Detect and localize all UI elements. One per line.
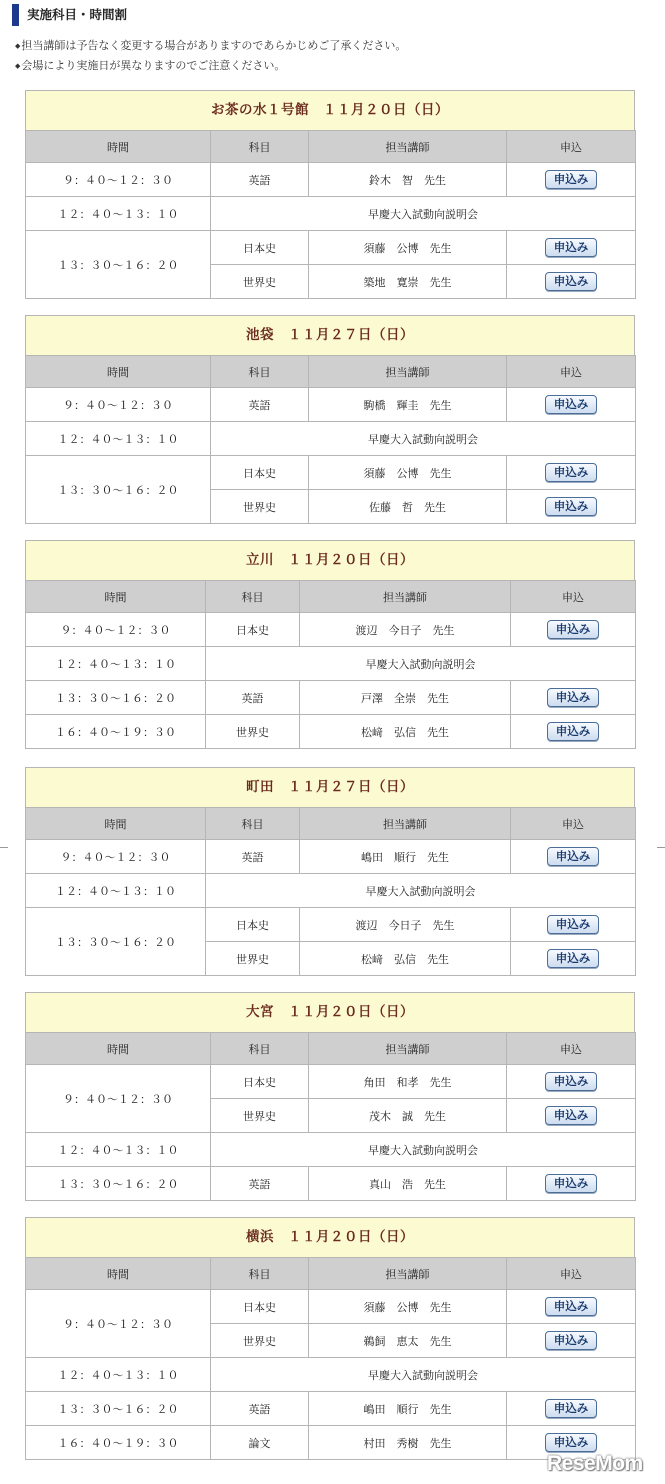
briefing-session-cell: 早慶大入試動向説明会 [211, 197, 636, 231]
subject-cell: 世界史 [206, 942, 300, 976]
col-header-teacher: 担当講師 [309, 1033, 507, 1065]
teacher-cell: 松﨑 弘信 先生 [300, 715, 511, 749]
teacher-cell: 松﨑 弘信 先生 [300, 942, 511, 976]
subject-cell: 英語 [211, 388, 309, 422]
table-row [26, 1426, 636, 1460]
time-cell: ９：４０〜１２：３０ [26, 388, 211, 422]
teacher-cell: 渡辺 今日子 先生 [300, 613, 511, 647]
venue-date-title: 立川 １１月２０日（日） [25, 540, 635, 580]
timetable [25, 130, 636, 299]
schedule-block [25, 1217, 635, 1460]
subject-cell: 世界史 [211, 265, 309, 299]
page-edge-mark-right [657, 847, 665, 848]
table-row [26, 456, 636, 490]
apply-button[interactable]: 申込み [545, 395, 597, 414]
venue-date-title: 町田 １１月２７日（日） [25, 767, 635, 807]
subject-cell: 英語 [206, 681, 300, 715]
col-header-time: 時間 [26, 1258, 211, 1290]
resemom-logo [547, 1452, 657, 1478]
venue-date-title: お茶の水１号館 １１月２０日（日） [25, 90, 635, 130]
subject-cell: 日本史 [211, 231, 309, 265]
apply-button[interactable]: 申込み [547, 915, 599, 934]
apply-button[interactable]: 申込み [545, 1433, 597, 1452]
col-header-apply: 申込 [507, 131, 636, 163]
schedule-block [25, 315, 635, 524]
time-cell: ９：４０〜１２：３０ [26, 1065, 211, 1133]
col-header-apply: 申込 [507, 356, 636, 388]
subject-cell: 日本史 [211, 456, 309, 490]
apply-cell [507, 1167, 636, 1201]
schedule-block [25, 540, 635, 749]
schedule-block [25, 992, 635, 1201]
col-header-teacher: 担当講師 [309, 131, 507, 163]
page-edge-mark-left [0, 847, 8, 848]
note-date-difference: ◆ 会場により実施日が異なりますのでご注意ください。 [15, 56, 406, 76]
teacher-cell: 戸澤 全崇 先生 [300, 681, 511, 715]
subject-cell: 英語 [211, 1392, 309, 1426]
time-cell: １３：３０〜１６：２０ [26, 456, 211, 524]
apply-cell [507, 1324, 636, 1358]
apply-cell [511, 681, 636, 715]
time-cell: ９：４０〜１２：３０ [26, 163, 211, 197]
col-header-apply: 申込 [507, 1258, 636, 1290]
apply-button[interactable]: 申込み [545, 1399, 597, 1418]
teacher-cell: 渡辺 今日子 先生 [300, 908, 511, 942]
apply-cell [507, 231, 636, 265]
col-header-apply: 申込 [511, 808, 636, 840]
teacher-cell: 茂木 誠 先生 [309, 1099, 507, 1133]
table-row [26, 1167, 636, 1201]
schedule-block [25, 90, 635, 299]
venue-date-title: 横浜 １１月２０日（日） [25, 1217, 635, 1257]
col-header-apply: 申込 [507, 1033, 636, 1065]
teacher-cell: 鵜飼 恵太 先生 [309, 1324, 507, 1358]
table-row [26, 1290, 636, 1324]
apply-cell [507, 163, 636, 197]
col-header-teacher: 担当講師 [309, 356, 507, 388]
subject-cell: 世界史 [211, 1324, 309, 1358]
table-row [26, 422, 636, 456]
apply-cell [507, 490, 636, 524]
table-row [26, 231, 636, 265]
subject-cell: 論文 [211, 1426, 309, 1460]
subject-cell: 世界史 [211, 490, 309, 524]
table-row [26, 1392, 636, 1426]
time-cell: １６：４０〜１９：３０ [26, 715, 206, 749]
header-row [26, 356, 636, 388]
teacher-cell: 築地 寛崇 先生 [309, 265, 507, 299]
subject-cell: 日本史 [206, 908, 300, 942]
page-title: 実施科目・時間割 [12, 4, 652, 26]
apply-button[interactable]: 申込み [545, 272, 597, 291]
apply-cell [507, 1099, 636, 1133]
apply-button[interactable]: 申込み [547, 620, 599, 639]
timetable [25, 807, 636, 976]
subject-cell: 英語 [206, 840, 300, 874]
teacher-cell: 村田 秀樹 先生 [309, 1426, 507, 1460]
teacher-cell: 嶋田 順行 先生 [300, 840, 511, 874]
time-cell: ９：４０〜１２：３０ [26, 613, 206, 647]
table-row [26, 874, 636, 908]
apply-cell [511, 840, 636, 874]
apply-button[interactable]: 申込み [547, 722, 599, 741]
time-cell: １２：４０〜１３：１０ [26, 874, 206, 908]
logo-text: ReseMom [547, 1452, 643, 1475]
teacher-cell: 真山 浩 先生 [309, 1167, 507, 1201]
table-row [26, 681, 636, 715]
time-cell: １２：４０〜１３：１０ [26, 197, 211, 231]
header-row [26, 581, 636, 613]
apply-button[interactable]: 申込み [545, 1106, 597, 1125]
col-header-time: 時間 [26, 581, 206, 613]
apply-cell [511, 908, 636, 942]
table-row [26, 163, 636, 197]
time-cell: １６：４０〜１９：３０ [26, 1426, 211, 1460]
col-header-time: 時間 [26, 131, 211, 163]
apply-cell [507, 1392, 636, 1426]
apply-cell [507, 1065, 636, 1099]
apply-cell [511, 715, 636, 749]
col-header-subject: 科目 [206, 581, 300, 613]
apply-cell [507, 388, 636, 422]
table-row [26, 613, 636, 647]
subject-cell: 世界史 [206, 715, 300, 749]
table-row [26, 840, 636, 874]
briefing-session-cell: 早慶大入試動向説明会 [206, 874, 636, 908]
subject-cell: 日本史 [211, 1065, 309, 1099]
header-row [26, 1258, 636, 1290]
time-cell: １３：３０〜１６：２０ [26, 231, 211, 299]
time-cell: ９：４０〜１２：３０ [26, 840, 206, 874]
teacher-cell: 須藤 公博 先生 [309, 231, 507, 265]
header-row [26, 131, 636, 163]
apply-button[interactable]: 申込み [547, 847, 599, 866]
col-header-time: 時間 [26, 808, 206, 840]
apply-cell [511, 613, 636, 647]
apply-button[interactable]: 申込み [545, 1174, 597, 1193]
col-header-subject: 科目 [211, 1033, 309, 1065]
apply-button[interactable]: 申込み [545, 1072, 597, 1091]
time-cell: ９：４０〜１２：３０ [26, 1290, 211, 1358]
table-row [26, 908, 636, 942]
header-row [26, 808, 636, 840]
timetable [25, 580, 636, 749]
venue-date-title: 大宮 １１月２０日（日） [25, 992, 635, 1032]
apply-button[interactable]: 申込み [547, 949, 599, 968]
apply-button[interactable]: 申込み [545, 463, 597, 482]
teacher-cell: 角田 和孝 先生 [309, 1065, 507, 1099]
table-row [26, 1133, 636, 1167]
subject-cell: 日本史 [206, 613, 300, 647]
teacher-cell: 佐藤 哲 先生 [309, 490, 507, 524]
table-row [26, 1358, 636, 1392]
subject-cell: 英語 [211, 163, 309, 197]
time-cell: １３：３０〜１６：２０ [26, 908, 206, 976]
col-header-subject: 科目 [206, 808, 300, 840]
apply-cell [511, 942, 636, 976]
col-header-time: 時間 [26, 356, 211, 388]
time-cell: １２：４０〜１３：１０ [26, 647, 206, 681]
time-cell: １３：３０〜１６：２０ [26, 681, 206, 715]
apply-cell [507, 265, 636, 299]
col-header-subject: 科目 [211, 131, 309, 163]
briefing-session-cell: 早慶大入試動向説明会 [211, 1133, 636, 1167]
header-row [26, 1033, 636, 1065]
col-header-subject: 科目 [211, 356, 309, 388]
apply-cell [507, 1290, 636, 1324]
time-cell: １３：３０〜１６：２０ [26, 1167, 211, 1201]
schedule-block [25, 767, 635, 976]
teacher-cell: 須藤 公博 先生 [309, 1290, 507, 1324]
briefing-session-cell: 早慶大入試動向説明会 [206, 647, 636, 681]
teacher-cell: 駒橋 輝圭 先生 [309, 388, 507, 422]
table-row [26, 647, 636, 681]
time-cell: １２：４０〜１３：１０ [26, 422, 211, 456]
briefing-session-cell: 早慶大入試動向説明会 [211, 1358, 636, 1392]
subject-cell: 日本史 [211, 1290, 309, 1324]
apply-button[interactable]: 申込み [545, 238, 597, 257]
teacher-cell: 須藤 公博 先生 [309, 456, 507, 490]
col-header-teacher: 担当講師 [300, 581, 511, 613]
apply-button[interactable]: 申込み [545, 497, 597, 516]
subject-cell: 英語 [211, 1167, 309, 1201]
apply-button[interactable]: 申込み [545, 1331, 597, 1350]
apply-button[interactable]: 申込み [545, 1297, 597, 1316]
col-header-teacher: 担当講師 [300, 808, 511, 840]
col-header-teacher: 担当講師 [309, 1258, 507, 1290]
table-row [26, 715, 636, 749]
teacher-cell: 鈴木 智 先生 [309, 163, 507, 197]
timetable [25, 1032, 636, 1201]
notes [15, 36, 406, 76]
table-row [26, 388, 636, 422]
time-cell: １３：３０〜１６：２０ [26, 1392, 211, 1426]
time-cell: １２：４０〜１３：１０ [26, 1133, 211, 1167]
apply-cell [507, 456, 636, 490]
col-header-time: 時間 [26, 1033, 211, 1065]
col-header-apply: 申込 [511, 581, 636, 613]
apply-button[interactable]: 申込み [547, 688, 599, 707]
venue-date-title: 池袋 １１月２７日（日） [25, 315, 635, 355]
note-teacher-change: ◆ 担当講師は予告なく変更する場合がありますのであらかじめご了承ください。 [15, 36, 406, 56]
time-cell: １２：４０〜１３：１０ [26, 1358, 211, 1392]
timetable [25, 355, 636, 524]
apply-button[interactable]: 申込み [545, 170, 597, 189]
briefing-session-cell: 早慶大入試動向説明会 [211, 422, 636, 456]
table-row [26, 197, 636, 231]
col-header-subject: 科目 [211, 1258, 309, 1290]
teacher-cell: 嶋田 順行 先生 [309, 1392, 507, 1426]
timetable [25, 1257, 636, 1460]
table-row [26, 1065, 636, 1099]
subject-cell: 世界史 [211, 1099, 309, 1133]
